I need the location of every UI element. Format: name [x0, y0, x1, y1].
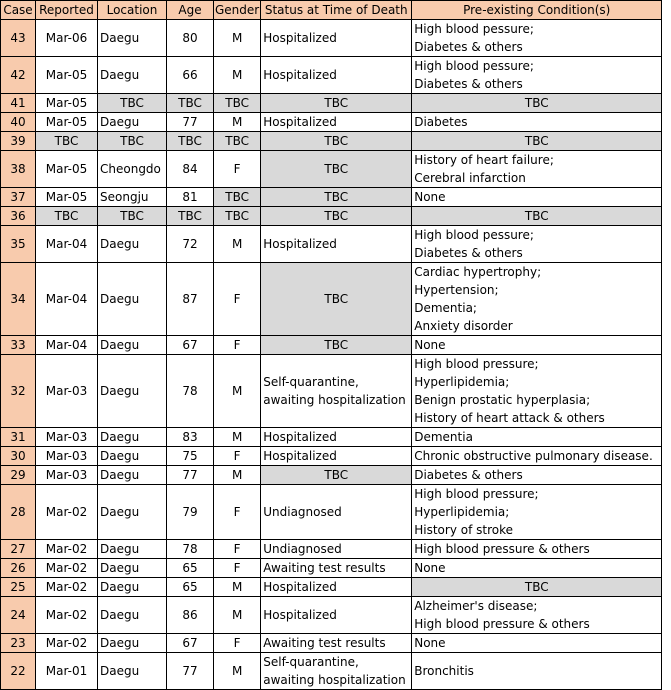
cell-reported: Mar-02	[36, 597, 98, 634]
table-row	[1, 132, 662, 151]
cell-conditions	[412, 634, 662, 653]
cell-reported: Mar-03	[36, 466, 98, 485]
cell-status	[261, 355, 412, 428]
cell-status-line: awaiting hospitalization	[263, 673, 406, 687]
cell-reported: Mar-05	[36, 188, 98, 207]
cell-status	[261, 188, 412, 207]
cell-location: Daegu	[98, 447, 167, 466]
cell-conditions-line: Diabetes & others	[414, 77, 523, 91]
cell-age: 75	[167, 447, 214, 466]
cell-location: Daegu	[98, 263, 167, 336]
cell-gender: M	[214, 355, 261, 428]
cell-status	[261, 447, 412, 466]
cell-location: Daegu	[98, 20, 167, 57]
cell-location: Daegu	[98, 653, 167, 690]
cell-case: 42	[1, 57, 36, 94]
cell-status	[261, 226, 412, 263]
cell-gender: F	[214, 559, 261, 578]
cell-conditions-line: TBC	[524, 134, 549, 148]
cell-case: 27	[1, 540, 36, 559]
cell-status	[261, 151, 412, 188]
header-reported: Reported	[36, 1, 98, 20]
cell-status	[261, 207, 412, 226]
cell-case: 29	[1, 466, 36, 485]
cell-gender: M	[214, 57, 261, 94]
cell-gender: F	[214, 634, 261, 653]
cell-reported: TBC	[36, 207, 98, 226]
cell-status-line: Hospitalized	[263, 449, 337, 463]
cell-age: 77	[167, 466, 214, 485]
cell-reported: Mar-04	[36, 263, 98, 336]
cell-conditions-line: High blood pressure & others	[414, 617, 590, 631]
cell-location: Daegu	[98, 428, 167, 447]
cell-conditions-line: High blood pessure;	[414, 22, 534, 36]
cell-status-line: Hospitalized	[263, 237, 337, 251]
cell-conditions	[412, 336, 662, 355]
cell-age: 84	[167, 151, 214, 188]
cell-conditions-line: History of stroke	[414, 523, 513, 537]
cell-conditions	[412, 485, 662, 540]
cell-case: 22	[1, 653, 36, 690]
cell-conditions-line: None	[414, 190, 446, 204]
cell-conditions-line: Hypertension;	[414, 283, 499, 297]
cell-reported: TBC	[36, 132, 98, 151]
cell-case: 43	[1, 20, 36, 57]
cell-location: Daegu	[98, 634, 167, 653]
cell-reported: Mar-05	[36, 113, 98, 132]
cell-location: Daegu	[98, 578, 167, 597]
cell-status-line: TBC	[324, 190, 349, 204]
cell-gender: M	[214, 113, 261, 132]
cell-status	[261, 466, 412, 485]
cell-conditions-line: TBC	[524, 96, 549, 110]
cell-conditions	[412, 188, 662, 207]
cell-gender: F	[214, 263, 261, 336]
cell-gender: M	[214, 653, 261, 690]
cell-location: Daegu	[98, 559, 167, 578]
header-gender: Gender	[214, 1, 261, 20]
cell-location: TBC	[98, 94, 167, 113]
cell-conditions-line: None	[414, 636, 446, 650]
cell-conditions-line: Anxiety disorder	[414, 319, 513, 333]
cell-status-line: TBC	[324, 162, 349, 176]
cell-status-line: TBC	[324, 134, 349, 148]
cell-case: 36	[1, 207, 36, 226]
cell-status-line: Hospitalized	[263, 608, 337, 622]
table-row	[1, 263, 662, 336]
cell-case: 28	[1, 485, 36, 540]
cell-case: 38	[1, 151, 36, 188]
cell-case: 25	[1, 578, 36, 597]
cell-status	[261, 132, 412, 151]
cell-reported: Mar-05	[36, 57, 98, 94]
cell-reported: Mar-03	[36, 428, 98, 447]
cell-gender: M	[214, 597, 261, 634]
cell-conditions	[412, 207, 662, 226]
cell-conditions-line: TBC	[524, 209, 549, 223]
table-row	[1, 653, 662, 690]
cell-location: Daegu	[98, 226, 167, 263]
cell-conditions	[412, 94, 662, 113]
cell-age: 65	[167, 559, 214, 578]
cell-conditions-line: High blood pressure;	[414, 487, 539, 501]
cell-location: Daegu	[98, 57, 167, 94]
cell-gender: M	[214, 20, 261, 57]
cell-conditions-line: High blood pessure;	[414, 228, 534, 242]
cell-status-line: awaiting hospitalization	[263, 393, 406, 407]
cell-gender: F	[214, 336, 261, 355]
cell-age: 67	[167, 336, 214, 355]
cell-conditions	[412, 226, 662, 263]
cell-location: Daegu	[98, 336, 167, 355]
cell-status	[261, 20, 412, 57]
cell-status-line: TBC	[324, 468, 349, 482]
cell-conditions	[412, 113, 662, 132]
cell-conditions	[412, 355, 662, 428]
cell-age: 79	[167, 485, 214, 540]
cell-location: Daegu	[98, 485, 167, 540]
cell-conditions	[412, 132, 662, 151]
cell-status	[261, 428, 412, 447]
cell-status	[261, 336, 412, 355]
cell-reported: Mar-03	[36, 447, 98, 466]
cell-status	[261, 559, 412, 578]
header-age: Age	[167, 1, 214, 20]
cell-location: Cheongdo	[98, 151, 167, 188]
cell-location: Daegu	[98, 597, 167, 634]
cell-age: 72	[167, 226, 214, 263]
table-row	[1, 151, 662, 188]
cell-case: 35	[1, 226, 36, 263]
cell-conditions	[412, 20, 662, 57]
cell-conditions	[412, 151, 662, 188]
cell-gender: TBC	[214, 207, 261, 226]
cell-case: 32	[1, 355, 36, 428]
table-row	[1, 355, 662, 428]
cell-gender: TBC	[214, 94, 261, 113]
cell-gender: F	[214, 540, 261, 559]
table-row	[1, 466, 662, 485]
cell-status-line: TBC	[324, 338, 349, 352]
cell-conditions	[412, 428, 662, 447]
cell-reported: Mar-02	[36, 559, 98, 578]
table-row	[1, 113, 662, 132]
cell-age: TBC	[167, 207, 214, 226]
cell-gender: M	[214, 466, 261, 485]
cell-reported: Mar-05	[36, 94, 98, 113]
cell-conditions	[412, 57, 662, 94]
cell-age: 81	[167, 188, 214, 207]
cell-conditions	[412, 466, 662, 485]
cell-reported: Mar-04	[36, 336, 98, 355]
cell-conditions-line: Bronchitis	[414, 664, 474, 678]
header-location: Location	[98, 1, 167, 20]
cell-location: Daegu	[98, 466, 167, 485]
cell-status-line: Self-quarantine,	[263, 375, 359, 389]
cell-gender: F	[214, 151, 261, 188]
cell-conditions-line: Hyperlipidemia;	[414, 375, 510, 389]
table-row	[1, 634, 662, 653]
cell-conditions	[412, 578, 662, 597]
cell-gender: TBC	[214, 132, 261, 151]
cell-conditions-line: Benign prostatic hyperplasia;	[414, 393, 591, 407]
cell-conditions-line: None	[414, 338, 446, 352]
cell-status	[261, 263, 412, 336]
cell-reported: Mar-02	[36, 634, 98, 653]
cell-status-line: Hospitalized	[263, 580, 337, 594]
cell-conditions	[412, 597, 662, 634]
cell-location: TBC	[98, 132, 167, 151]
cell-conditions-line: Dementia;	[414, 301, 477, 315]
cell-conditions-line: Chronic obstructive pulmonary disease.	[414, 449, 653, 463]
cell-reported: Mar-02	[36, 540, 98, 559]
cell-gender: M	[214, 226, 261, 263]
cell-gender: F	[214, 485, 261, 540]
cell-status	[261, 597, 412, 634]
cell-age: 77	[167, 113, 214, 132]
cell-conditions	[412, 653, 662, 690]
cell-case: 41	[1, 94, 36, 113]
cell-case: 30	[1, 447, 36, 466]
cell-conditions	[412, 263, 662, 336]
cell-conditions-line: Dementia	[414, 430, 473, 444]
cell-conditions	[412, 447, 662, 466]
cell-conditions-line: History of heart failure;	[414, 153, 554, 167]
cell-status-line: TBC	[324, 96, 349, 110]
cell-case: 40	[1, 113, 36, 132]
table-row	[1, 207, 662, 226]
cell-case: 33	[1, 336, 36, 355]
cell-conditions-line: Diabetes	[414, 115, 468, 129]
cell-location: Daegu	[98, 355, 167, 428]
table-row	[1, 428, 662, 447]
cell-conditions-line: High blood pressure & others	[414, 542, 590, 556]
cell-case: 31	[1, 428, 36, 447]
cell-status-line: TBC	[324, 209, 349, 223]
cell-conditions-line: None	[414, 561, 446, 575]
cell-reported: Mar-03	[36, 355, 98, 428]
cell-status-line: Awaiting test results	[263, 636, 386, 650]
cell-reported: Mar-06	[36, 20, 98, 57]
cell-status-line: Hospitalized	[263, 68, 337, 82]
table-body	[1, 20, 662, 690]
cell-case: 39	[1, 132, 36, 151]
cell-status-line: Awaiting test results	[263, 561, 386, 575]
table-row	[1, 20, 662, 57]
cell-status-line: Self-quarantine,	[263, 655, 359, 669]
cell-status-line: Hospitalized	[263, 115, 337, 129]
cell-age: 78	[167, 355, 214, 428]
table-row	[1, 226, 662, 263]
cell-status-line: Undiagnosed	[263, 542, 342, 556]
table-row	[1, 578, 662, 597]
cell-status	[261, 540, 412, 559]
cell-conditions-line: Diabetes & others	[414, 246, 523, 260]
cell-conditions-line: Cerebral infarction	[414, 171, 526, 185]
table-row	[1, 485, 662, 540]
cell-reported: Mar-05	[36, 151, 98, 188]
cell-gender: M	[214, 428, 261, 447]
table-row	[1, 540, 662, 559]
cell-location: Daegu	[98, 113, 167, 132]
table-row	[1, 559, 662, 578]
cell-age: 78	[167, 540, 214, 559]
table-row	[1, 336, 662, 355]
table-row	[1, 597, 662, 634]
cell-status	[261, 634, 412, 653]
cell-age: TBC	[167, 94, 214, 113]
cell-conditions	[412, 559, 662, 578]
table-row	[1, 94, 662, 113]
table-row	[1, 57, 662, 94]
cell-conditions-line: High blood pressure;	[414, 357, 539, 371]
cell-reported: Mar-01	[36, 653, 98, 690]
cell-age: 86	[167, 597, 214, 634]
table-row	[1, 188, 662, 207]
cell-conditions-line: High blood pessure;	[414, 59, 534, 73]
cell-reported: Mar-02	[36, 485, 98, 540]
cell-gender: M	[214, 578, 261, 597]
cell-status-line: TBC	[324, 292, 349, 306]
cell-age: 83	[167, 428, 214, 447]
cell-conditions-line: Diabetes & others	[414, 468, 523, 482]
cell-reported: Mar-02	[36, 578, 98, 597]
cell-case: 34	[1, 263, 36, 336]
header-conditions: Pre-existing Condition(s)	[412, 1, 662, 20]
cell-age: 65	[167, 578, 214, 597]
cell-status	[261, 653, 412, 690]
cell-case: 37	[1, 188, 36, 207]
cell-location: TBC	[98, 207, 167, 226]
cell-case: 23	[1, 634, 36, 653]
cell-case: 24	[1, 597, 36, 634]
header-row	[1, 1, 662, 20]
cell-status	[261, 113, 412, 132]
cell-conditions	[412, 540, 662, 559]
cell-age: 80	[167, 20, 214, 57]
cell-status-line: Hospitalized	[263, 31, 337, 45]
cell-location: Seongju	[98, 188, 167, 207]
table-row	[1, 447, 662, 466]
cell-status	[261, 57, 412, 94]
cell-conditions-line: Diabetes & others	[414, 40, 523, 54]
cell-conditions-line: History of heart attack & others	[414, 411, 605, 425]
cell-age: 77	[167, 653, 214, 690]
cell-gender: TBC	[214, 188, 261, 207]
cell-gender: F	[214, 447, 261, 466]
cell-status	[261, 578, 412, 597]
cell-conditions-line: TBC	[524, 580, 549, 594]
cell-conditions-line: Hyperlipidemia;	[414, 505, 510, 519]
cell-status-line: Hospitalized	[263, 430, 337, 444]
header-case: Case	[1, 1, 36, 20]
cell-status	[261, 94, 412, 113]
cell-reported: Mar-04	[36, 226, 98, 263]
cell-location: Daegu	[98, 540, 167, 559]
cell-age: 87	[167, 263, 214, 336]
header-status: Status at Time of Death	[261, 1, 412, 20]
cell-age: 66	[167, 57, 214, 94]
cell-age: TBC	[167, 132, 214, 151]
cell-conditions-line: Cardiac hypertrophy;	[414, 265, 542, 279]
cell-conditions-line: Alzheimer's disease;	[414, 599, 538, 613]
cell-status	[261, 485, 412, 540]
cell-case: 26	[1, 559, 36, 578]
cell-age: 67	[167, 634, 214, 653]
cell-status-line: Undiagnosed	[263, 505, 342, 519]
